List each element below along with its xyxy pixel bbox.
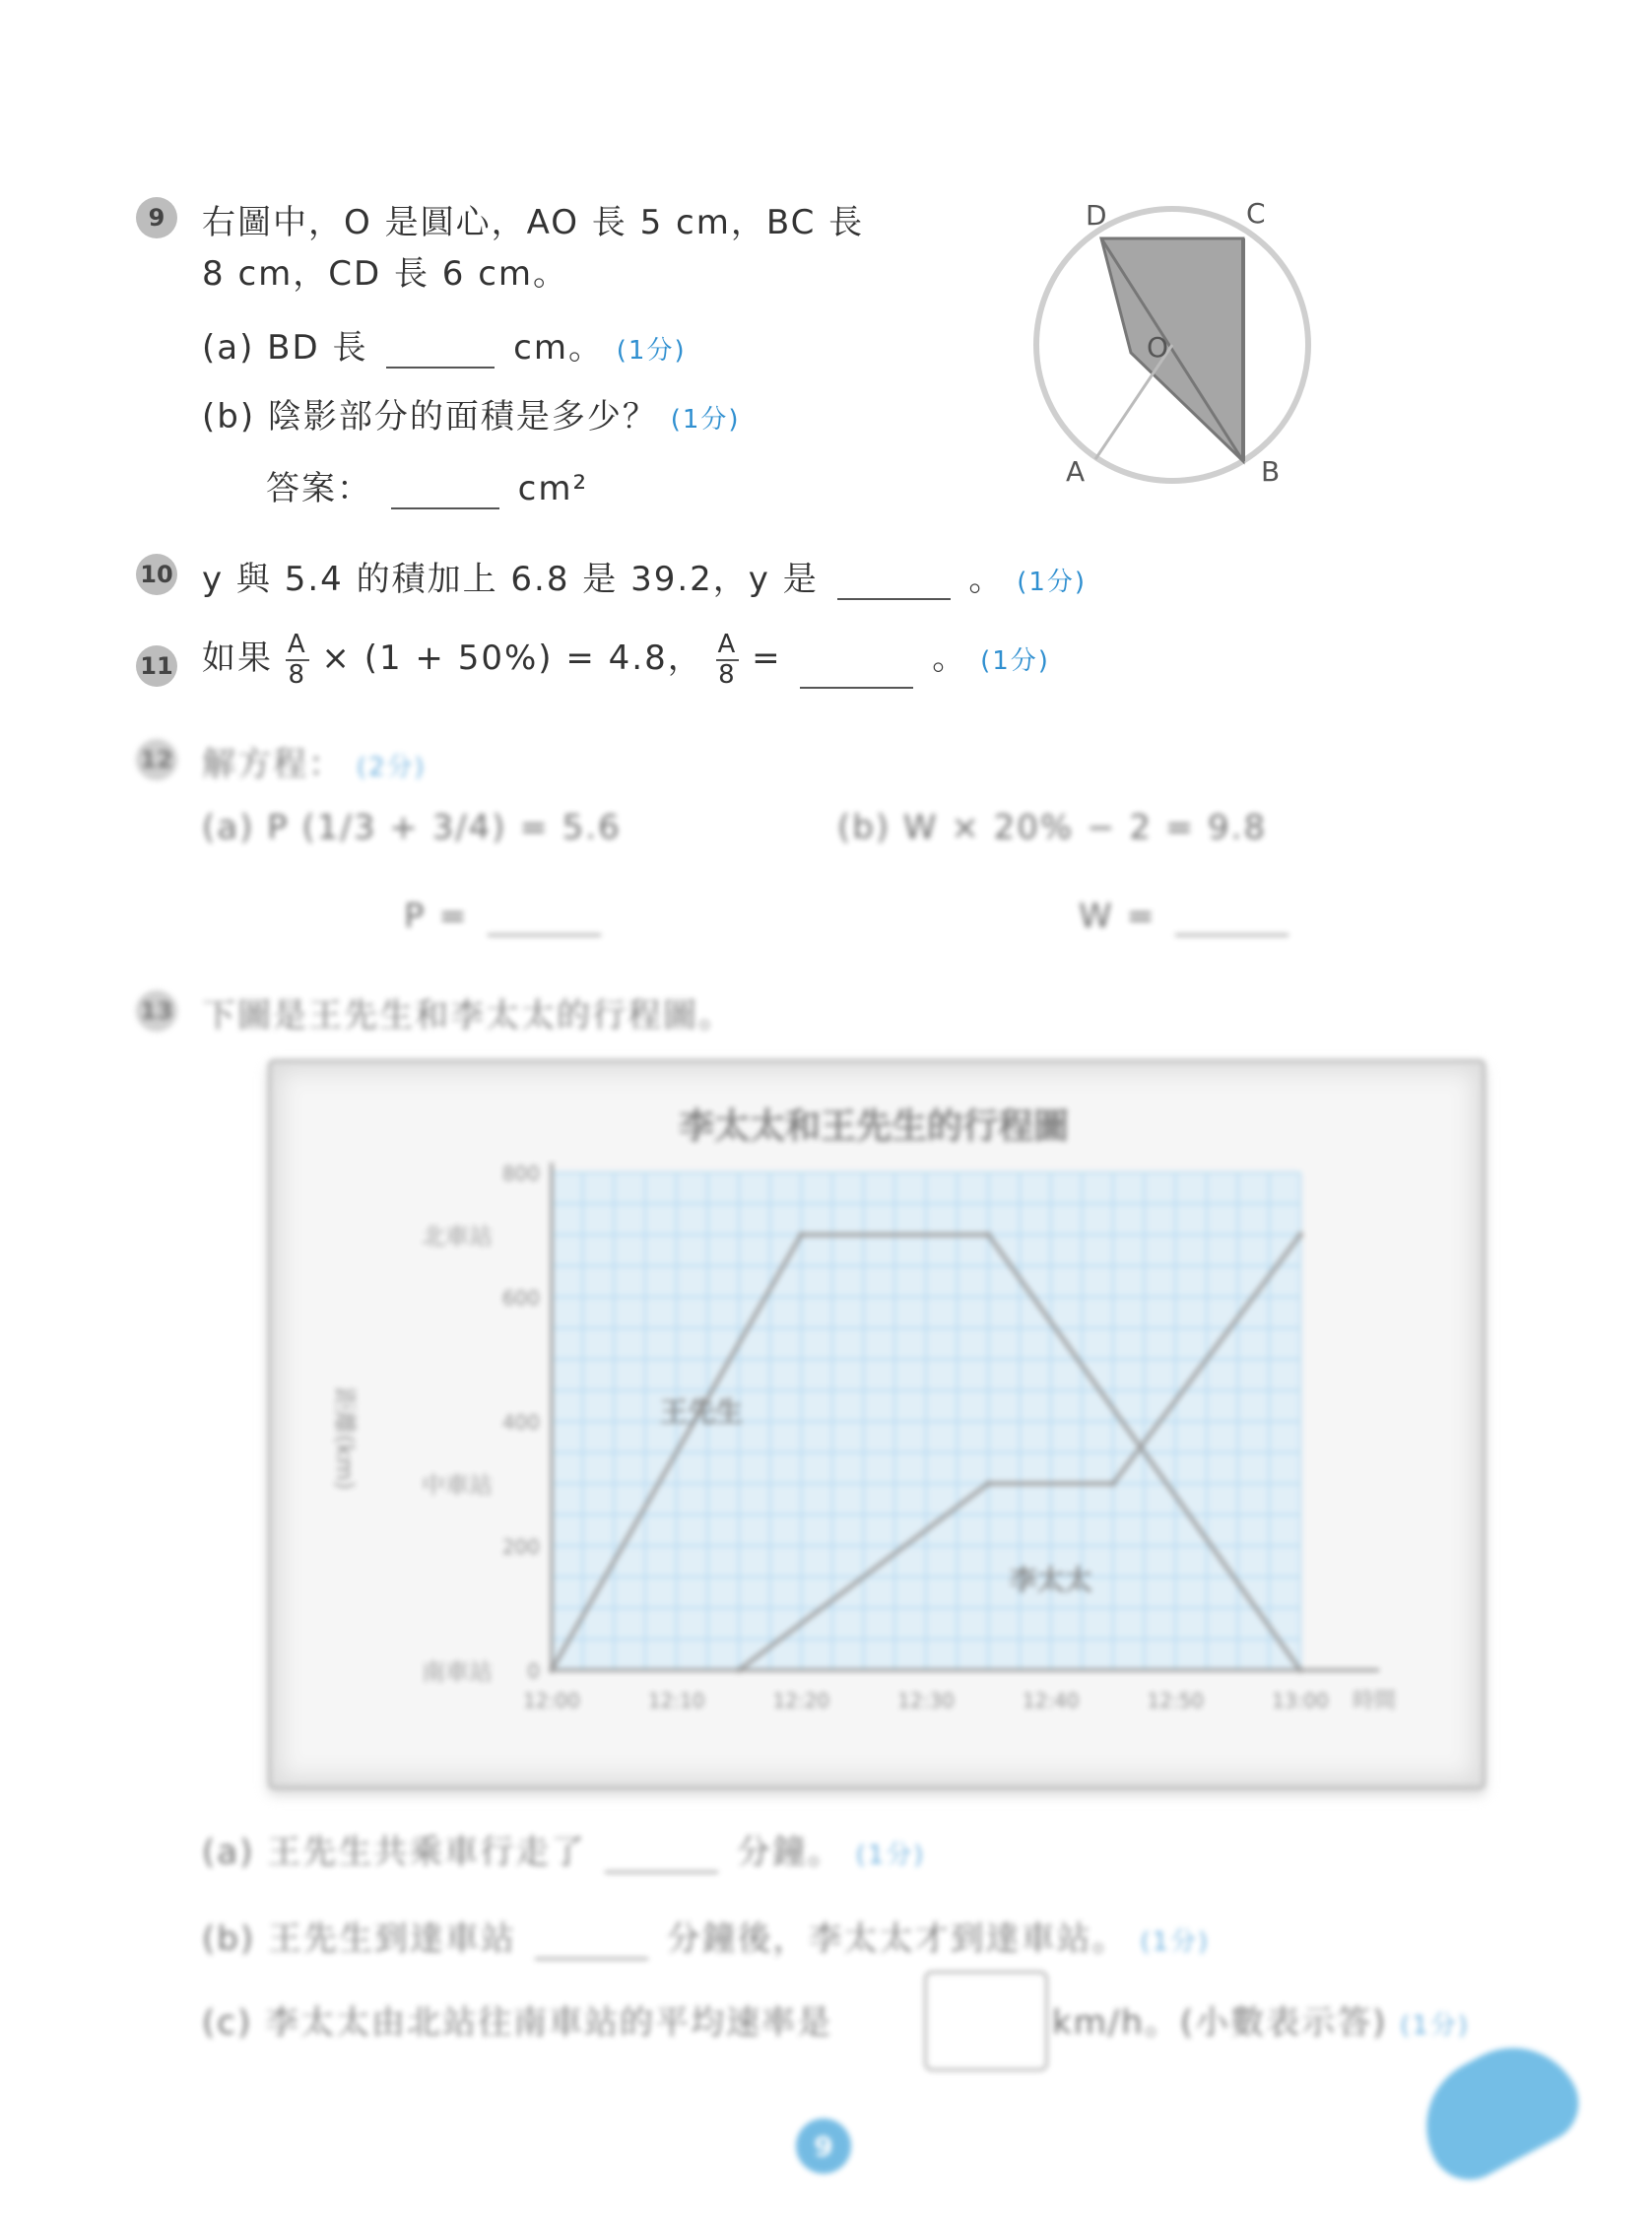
q10-text: y 與 5.4 的積加上 6.8 是 39.2，y 是 (202, 560, 819, 599)
q9-a-unit: cm。 (513, 328, 604, 368)
q12-marks: (2分) (356, 753, 427, 782)
q13-c-answer-box[interactable] (924, 1971, 1048, 2071)
q9-b-answer-blank[interactable] (391, 507, 499, 509)
q13-part-b (202, 1912, 1210, 1960)
q13-c-marks: (1分) (1400, 2011, 1470, 2041)
x-tick-label: 12:20 (772, 1689, 830, 1713)
label-c: C (1246, 197, 1266, 230)
q11-answer-blank[interactable] (800, 687, 913, 689)
series-label-0: 王先生 (659, 1395, 744, 1429)
x-tick-label: 12:50 (1147, 1689, 1205, 1713)
question-number-13: 13 (136, 990, 177, 1032)
q9-a-answer-blank[interactable] (386, 367, 495, 369)
x-tick-label: 12:30 (897, 1689, 955, 1713)
series-point (1297, 1232, 1303, 1238)
q12-a-equation: (a) P (1/3 + 3/4) = 5.6 (202, 808, 622, 847)
x-tick-label: 12:10 (647, 1689, 705, 1713)
q9-b-text: (b) 陰影部分的面積是多少？ (202, 397, 658, 437)
q10-answer-blank[interactable] (837, 598, 951, 600)
place-label-middle: 中車站 (422, 1471, 493, 1500)
q13-a-answer-blank[interactable] (605, 1871, 718, 1873)
q13-c-unit: km/h。(小數表示答) (1052, 2003, 1388, 2043)
label-a: A (1066, 455, 1086, 488)
q13-text: 下圖是王先生和李太太的行程圖。 (202, 996, 734, 1036)
q9-a-prefix: (a) BD 長 (202, 328, 368, 368)
q9-b-marks: (1分) (670, 405, 741, 435)
q12-b-answer-blank[interactable] (1175, 934, 1289, 936)
q9-line1: 右圖中，O 是圓心，AO 長 5 cm，BC 長 (202, 203, 865, 242)
q13-b-text: (b) 王先生到達車站 (202, 1919, 516, 1959)
q11-text-c: = (752, 639, 782, 679)
q10-marks: (1分) (1017, 568, 1088, 597)
q13-b-mid: 分鐘後，李太太才到達車站。 (666, 1919, 1128, 1959)
chart-title: 李太太和王先生的行程圖 (678, 1107, 1070, 1147)
q11-end: 。 (932, 639, 968, 679)
label-d: D (1086, 199, 1107, 232)
q9-answer-row (266, 461, 588, 509)
q12-b-equation: (b) W × 20% − 2 = 9.8 (837, 808, 1268, 847)
x-tick-label: 12:40 (1022, 1689, 1080, 1713)
q13-part-c (202, 1995, 832, 2044)
corner-tab-decoration (1403, 2024, 1593, 2193)
q12-text: 解方程： (202, 745, 344, 784)
q11-fraction-2: $\frac{A}{8}$ (717, 630, 738, 690)
q10-end: 。 (968, 560, 1005, 599)
series-point (1110, 1481, 1116, 1487)
x-axis-label: 時間 (1352, 1689, 1397, 1714)
question-number-12: 12 (136, 739, 177, 780)
series-point (985, 1481, 991, 1487)
y-tick-label: 400 (501, 1410, 540, 1435)
y-tick-label: 0 (527, 1659, 540, 1683)
q12-b-answer-row (1079, 897, 1294, 936)
travel-graph-chart (268, 1059, 1480, 1783)
q13-a-text: (a) 王先生共乘車行走了 (202, 1833, 587, 1872)
x-tick-label: 12:00 (523, 1689, 580, 1713)
x-tick-label: 13:00 (1272, 1689, 1329, 1713)
q12-row (202, 737, 427, 785)
circle-figure (1024, 187, 1330, 493)
q13-part-a (202, 1825, 925, 1873)
q11-fraction-1: $\frac{A}{8}$ (287, 630, 307, 690)
q13-b-answer-blank[interactable] (535, 1958, 648, 1960)
q9-a-marks: (1分) (616, 336, 687, 366)
q12-a-answer-blank[interactable] (488, 934, 601, 936)
question-number-9: 9 (136, 197, 177, 238)
q11-text-b: × (1 + 50%) = 4.8， (321, 639, 703, 679)
question-number-11: 11 (136, 645, 177, 687)
series-point (736, 1667, 742, 1673)
question-number-10: 10 (136, 554, 177, 595)
series-point (798, 1232, 804, 1238)
q9-part-a (202, 320, 687, 369)
y-axis-label: 距離(km) (331, 1386, 359, 1491)
q13-c-text: (c) 李太太由北站往南車站的平均速率是 (202, 2003, 833, 2043)
y-tick-label: 600 (501, 1286, 540, 1311)
q9-line2: 8 cm，CD 長 6 cm。 (202, 254, 569, 294)
q11-row (202, 631, 1050, 689)
q9-part-b (202, 389, 741, 437)
place-label-north: 北車站 (422, 1223, 493, 1251)
q13-b-marks: (1分) (1140, 1927, 1211, 1957)
q13-a-unit: 分鐘。 (736, 1833, 843, 1872)
q11-marks: (1分) (980, 646, 1050, 677)
label-o: O (1147, 331, 1169, 364)
series-point (1297, 1667, 1303, 1673)
series-point (985, 1232, 991, 1238)
q9-answer-label: 答案： (266, 469, 372, 508)
page-number: 9 (796, 2118, 851, 2174)
q12-b-answer-label: W = (1079, 897, 1156, 936)
q10-row (202, 552, 1087, 600)
q12-a-answer-label: P = (404, 897, 469, 936)
q13-a-marks: (1分) (855, 1841, 926, 1870)
q11-text-a: 如果 (202, 639, 273, 679)
q13-c-tail (1052, 1995, 1470, 2044)
series-label-1: 李太太 (1009, 1563, 1092, 1596)
series-point (549, 1667, 555, 1673)
place-label-south: 南車站 (422, 1658, 493, 1686)
q9-answer-unit: cm² (517, 469, 589, 508)
y-tick-label: 200 (501, 1534, 540, 1559)
y-tick-label: 800 (501, 1162, 540, 1185)
q12-a-answer-row (404, 897, 607, 936)
label-b: B (1261, 455, 1281, 488)
